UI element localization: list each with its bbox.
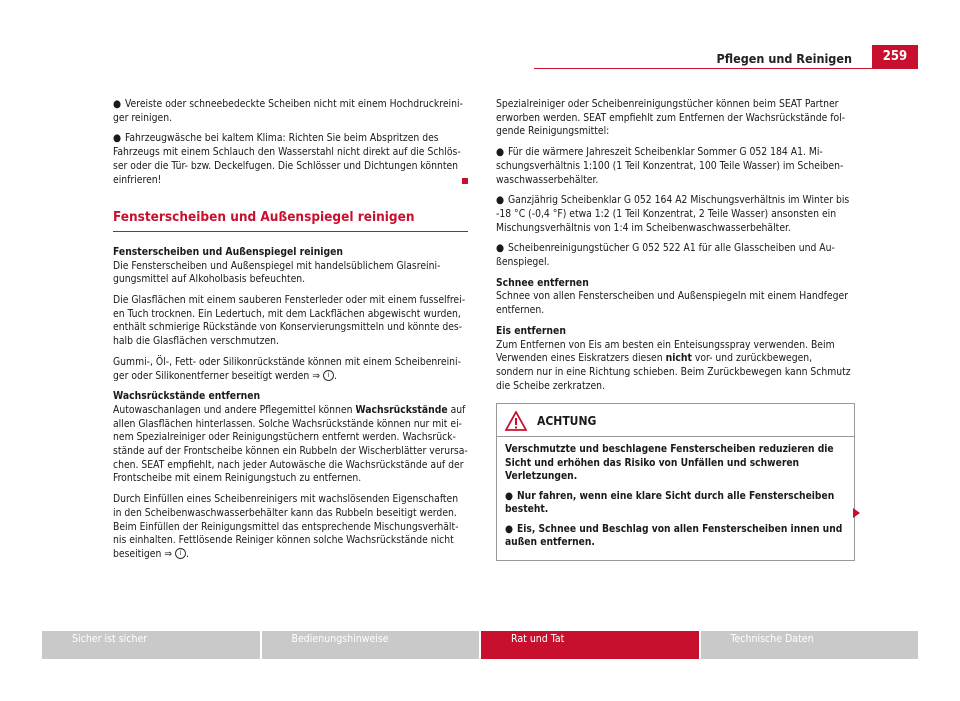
paragraph: Die Fensterscheiben und Außenspiegel mit handelsüblichem Glasreini-gungsmittel auf Alkoholbasis befeuchten. — [113, 259, 441, 286]
warning-triangle-icon — [505, 411, 527, 431]
bullet-icon: ● — [496, 242, 505, 255]
paragraph: Gummi-, Öl-, Fett- oder Silikonrückstände können mit einem Scheibenreini-ger oder Silikonentferner beseitigt werden ⇒ i . — [113, 355, 461, 382]
tab-bedienungshinweise[interactable]: Bedienungshinweise — [262, 631, 480, 659]
right-column — [496, 98, 851, 561]
footer-nav — [42, 631, 918, 659]
warning-title: ACHTUNG — [537, 413, 597, 428]
list-item: ● Scheibenreinigungstücher G 052 522 A1 für alle Glasscheiben und Au-ßenspiegel. — [496, 242, 835, 269]
paragraph: Schnee von allen Fensterscheiben und Außenspiegeln mit einem Handfeger entfernen. — [496, 290, 849, 317]
list-item: ● Vereiste oder schneebedeckte Scheiben nicht mit einem Hochdruckreini-ger reinigen. — [113, 98, 463, 124]
bullet-icon: ● — [113, 132, 122, 145]
subheading: Eis entfernen — [496, 324, 566, 337]
paragraph: Spezialreiniger oder Scheibenreinigungstücher können beim SEAT Partner erworben werden. SEAT empfiehlt zum Entfernen der Wachsrückstände fol-gende Reinigungsmittel: — [496, 98, 846, 138]
warning-text: Verschmutzte und beschlagene Fensterscheiben reduzieren die Sicht und erhöhen das Risiko von Unfällen und schweren Verletzungen. — [505, 444, 834, 483]
subheading: Fensterscheiben und Außenspiegel reinigen — [113, 245, 343, 258]
subheading: Schnee entfernen — [496, 276, 589, 289]
warning-box — [496, 403, 855, 561]
tab-sicher-ist-sicher[interactable]: Sicher ist sicher — [42, 631, 260, 659]
continue-arrow-icon — [853, 508, 860, 518]
page-number: 259 — [872, 45, 918, 69]
bullet-icon: ● — [496, 194, 505, 207]
left-column — [113, 98, 468, 569]
bullet-icon: ● — [113, 98, 122, 110]
paragraph: Die Glasflächen mit einem sauberen Fensterleder oder mit einem fusselfrei-en Tuch trocknen. Ein Ledertuch, mit dem Lackflächen abgewischt wurden, enthält schmierige Rückstände von Konservierungsmitteln und könnte des-halb die Glasflächen verschmutzen. — [113, 294, 466, 348]
list-item: ● Ganzjährig Scheibenklar G 052 164 A2 Mischungsverhältnis im Winter bis -18 °C (-0,4 °F) etwa 1:2 (1 Teil Konzentrat, 2 Teile Wasser) ansonsten ein Mischungsverhältnis von 1:4 im Scheibenwaschwasserbehälter. — [496, 194, 850, 234]
bullet-icon: ● — [505, 523, 513, 535]
list-item: ● Eis, Schnee und Beschlag von allen Fensterscheiben innen und außen entfernen. — [505, 523, 843, 549]
warning-body — [497, 437, 854, 560]
bullet-icon: ● — [505, 490, 513, 502]
tab-rat-und-tat[interactable]: Rat und Tat — [481, 631, 699, 659]
info-icon[interactable]: i — [175, 548, 186, 559]
list-item: ● Nur fahren, wenn eine klare Sicht durch alle Fensterscheiben besteht. — [505, 490, 835, 516]
bullet-icon: ● — [496, 146, 505, 159]
header-rule — [534, 68, 918, 69]
paragraph: Autowaschanlagen und andere Pflegemittel können Wachsrückstände auf allen Glasflächen hinterlassen. Solche Wachsrückstände können nur mit ei-nem Spezialreiniger oder Reinigungstüchern entfernt werden. Wachsrück-stände auf der Frontscheibe können ein Rubbeln der Wischerblätter verursa-chen. SEAT empfiehlt, nach jeder Autowäsche die Wachsrückstände auf der Frontscheibe mit einem Reinigungstuch zu entfernen. — [113, 403, 468, 485]
paragraph: Durch Einfüllen eines Scheibenreinigers mit wachslösenden Eigenschaften in den Scheibenwaschwasserbehälter kann das Rubbeln beseitigt werden. Beim Einfüllen der Reinigungsmittel das entsprechende Mischungsverhält-nis einhalten. Fettlösende Reiniger können solche Wachsrückstände nicht beseitigen ⇒ i . — [113, 493, 459, 560]
page-header-title: Pflegen und Reinigen — [716, 51, 852, 66]
list-item: ● Für die wärmere Jahreszeit Scheibenklar Sommer G 052 184 A1. Mi-schungsverhältnis 1:100 (1 Teil Konzentrat, 100 Teile Wasser) im Scheiben-waschwasserbehälter. — [496, 146, 844, 186]
info-icon[interactable]: i — [323, 370, 334, 381]
warning-header — [497, 404, 854, 437]
subheading: Wachsrückstände entfernen — [113, 390, 261, 403]
list-item: ● Fahrzeugwäsche bei kaltem Klima: Richten Sie beim Abspritzen des Fahrzeugs mit einem Schlauch den Wasserstahl nicht direkt auf die Schlös-ser oder die Tür- bzw. Deckelfugen. Die Schlösser und Dichtungen könnten einfrieren! — [113, 132, 468, 187]
tab-technische-daten[interactable]: Technische Daten — [701, 631, 919, 659]
paragraph: Zum Entfernen von Eis am besten ein Enteisungsspray verwenden. Beim Verwenden eines Eiskratzers diesen nicht vor- und zurückbewegen, sondern nur in eine Richtung schieben. Beim Zurückbewegen kann Schmutz die Scheibe zerkratzen. — [496, 338, 851, 392]
section-title: Fensterscheiben und Außenspiegel reinigen — [113, 211, 468, 232]
section-end-icon — [462, 178, 468, 184]
